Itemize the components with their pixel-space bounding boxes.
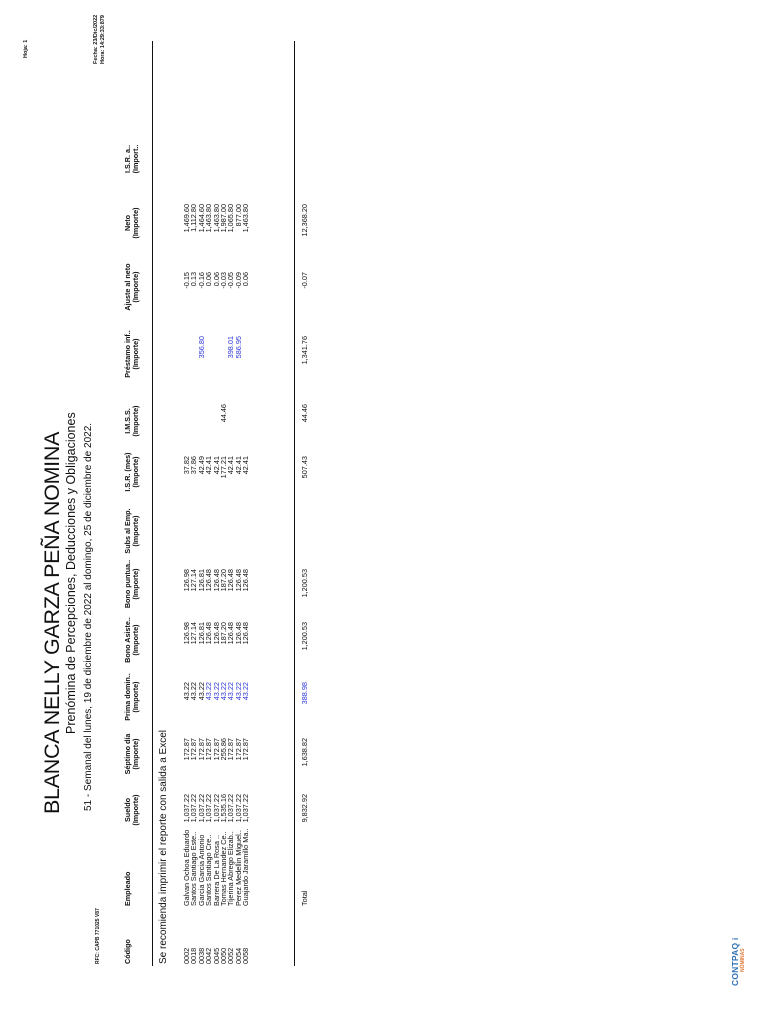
cell-asist: 187.20 (219, 622, 228, 645)
cell-septimo: 172.87 (204, 738, 214, 761)
cell-prima: 43.22 (189, 682, 199, 701)
cell-asist: 126.48 (211, 622, 221, 645)
cell-empleado: Guajardo Jaramillo Ma.. (241, 828, 251, 906)
cell-septimo: 172.87 (233, 738, 243, 761)
cell-codigo: 0054 (233, 947, 243, 964)
column-header-unit: (Importe) (131, 681, 140, 713)
cell-ajuste: 0.06 (241, 272, 251, 287)
cell-empleado: Tijerina Abrego Elizab.. (226, 831, 236, 906)
total-prestamo: 1,341.76 (300, 336, 309, 365)
cell-asist: 126.81 (196, 622, 206, 645)
cell-codigo: 0050 (219, 947, 228, 964)
cell-isr: 42.49 (196, 456, 206, 475)
cell-prima: 43.22 (204, 682, 214, 701)
cell-ajuste: -0.15 (182, 272, 191, 289)
cell-puntual: 126.48 (226, 569, 236, 592)
cell-empleado: Santos Santiago Este.. (189, 831, 199, 906)
cell-ajuste: 0.06 (211, 272, 221, 287)
cell-codigo: 0052 (226, 947, 236, 964)
cell-prima: 43.22 (182, 682, 191, 701)
cell-puntual: 187.20 (219, 569, 228, 592)
cell-sueldo: 1,037.22 (241, 794, 251, 823)
cell-ajuste: -0.05 (226, 272, 236, 289)
cell-puntual: 127.14 (189, 569, 199, 592)
header-rule (152, 41, 153, 966)
cell-septimo: 172.87 (226, 738, 236, 761)
report-time: Hora: 14:29:33:879 (99, 15, 106, 64)
cell-codigo: 0018 (189, 947, 199, 964)
column-header-label: Sueldo (123, 798, 132, 822)
cell-ajuste: 0.13 (189, 272, 199, 287)
cell-codigo: 0042 (204, 947, 214, 964)
cell-neto: 1,112.80 (189, 204, 199, 232)
column-header-label: Subs al Emp. (123, 508, 132, 554)
cell-sueldo: 1,037.22 (233, 794, 243, 823)
cell-prima: 43.22 (241, 682, 251, 701)
cell-puntual: 126.81 (196, 569, 206, 592)
column-header-label: I.M.S.S. (123, 408, 132, 434)
report-date: Fecha: 23/Dic/2022 (93, 14, 99, 64)
cell-prima: 43.22 (196, 682, 206, 701)
cell-sueldo: 1,037.22 (211, 794, 221, 823)
cell-empleado: Tomas Hernandez Ce.. (219, 831, 228, 906)
cell-isr: 177.21 (219, 456, 228, 479)
column-header-unit: (Importe) (131, 456, 140, 488)
cell-sueldo: 1,037.22 (182, 794, 191, 823)
cell-sueldo: 1,535.16 (219, 794, 228, 823)
column-header (124, 872, 132, 906)
column-header-unit: (Importe) (131, 405, 140, 437)
total-sueldo: 9,832.92 (300, 794, 309, 823)
cell-empleado: Barrera De La Rosa .. (211, 835, 221, 906)
total-septimo: 1,638.82 (300, 738, 309, 767)
column-header-label: I.S.R. a.. (123, 145, 132, 173)
cell-sueldo: 1,037.22 (204, 794, 214, 823)
cell-asist: 127.14 (189, 622, 199, 645)
cell-septimo: 172.87 (182, 738, 191, 761)
cell-septimo: 172.87 (196, 738, 206, 761)
column-header-label: Neto (123, 215, 132, 231)
column-header-unit: (Import.. (131, 144, 140, 174)
column-header-label: Código (123, 939, 132, 964)
cell-puntual: 126.98 (182, 569, 191, 592)
cell-ajuste: -0.16 (196, 272, 206, 289)
column-header-unit: (Importe) (131, 515, 140, 547)
cell-isr: 42.41 (241, 456, 251, 475)
column-header-unit: (Importe) (131, 624, 140, 656)
cell-empleado: Garcia Garcia Antonio (196, 834, 206, 906)
column-header-label: Bono Asiste.. (123, 617, 132, 663)
cell-imss: 44.46 (219, 404, 228, 423)
column-header-unit: (Importe) (131, 271, 140, 303)
cell-isr: 37.86 (189, 456, 199, 475)
cell-neto: 877.00 (233, 204, 243, 227)
page-number: Hoja: 1 (23, 39, 29, 58)
cell-neto: 1,065.80 (226, 204, 236, 233)
cell-prestamo: 398.01 (226, 336, 236, 359)
total-asist: 1,200.53 (300, 622, 309, 651)
total-imss: 44.46 (300, 404, 309, 423)
report-subtitle: Prenómina de Percepciones, Deducciones y Obligaciones (64, 412, 78, 734)
cell-neto: 1,469.60 (182, 204, 191, 233)
cell-codigo: 0045 (211, 947, 221, 964)
cell-prestamo: 586.95 (233, 336, 243, 359)
cell-codigo: 0002 (182, 947, 191, 964)
brand-sub: NÓMINAS (740, 948, 746, 972)
cell-isr: 37.82 (182, 456, 191, 475)
cell-ajuste: -0.09 (233, 272, 243, 289)
column-header-label: Prima domin.. (123, 673, 132, 721)
cell-empleado: Perez Medellin Miguel.. (233, 830, 243, 906)
column-header-unit: (Importe) (131, 568, 140, 600)
cell-asist: 126.48 (226, 622, 236, 645)
cell-prima: 43.22 (211, 682, 221, 701)
cell-ajuste: -0.03 (219, 272, 228, 289)
recommendation-text: Se recomienda imprimir el reporte con salida a Excel (158, 730, 169, 964)
column-header-unit: (Importe) (131, 207, 140, 239)
cell-prima: 43.22 (226, 682, 236, 701)
column-header-label: Préstamo inf.. (123, 330, 132, 378)
cell-asist: 126.48 (204, 622, 214, 645)
cell-asist: 126.48 (233, 622, 243, 645)
column-header-label: Bono puntua.. (123, 559, 132, 609)
column-header-label: Ajuste al neto (123, 263, 132, 311)
cell-puntual: 126.48 (211, 569, 221, 592)
column-header-unit: (Importe) (131, 794, 140, 826)
cell-septimo: 172.87 (241, 738, 251, 761)
cell-isr: 42.41 (233, 456, 243, 475)
cell-neto: 1,464.60 (196, 204, 206, 233)
total-isr: 507.43 (300, 456, 309, 479)
cell-codigo: 0038 (196, 947, 206, 964)
cell-ajuste: 0.06 (204, 272, 214, 287)
total-ajuste: -0.07 (300, 272, 309, 289)
cell-puntual: 126.48 (204, 569, 214, 592)
cell-septimo: 255.86 (219, 738, 228, 761)
total-label: Total (300, 890, 309, 906)
cell-codigo: 0058 (241, 947, 251, 964)
cell-puntual: 126.48 (233, 569, 243, 592)
column-header-unit: (Importe) (131, 738, 140, 770)
cell-septimo: 172.87 (189, 738, 199, 761)
total-neto: 12,368.20 (300, 204, 309, 237)
cell-sueldo: 1,037.22 (189, 794, 199, 823)
cell-prima: 43.22 (219, 682, 228, 701)
date-time (93, 15, 106, 64)
cell-prima: 43.22 (233, 682, 243, 701)
cell-neto: 1,463.80 (241, 204, 251, 233)
cell-isr: 42.41 (226, 456, 236, 475)
total-puntual: 1,200.53 (300, 569, 309, 598)
cell-asist: 126.48 (241, 622, 251, 645)
cell-isr: 42.41 (211, 456, 221, 475)
column-header-unit: (Importe) (131, 338, 140, 370)
rfc-text: RFC: CAPB 771025 V87 (95, 908, 101, 964)
column-header (124, 119, 140, 199)
cell-sueldo: 1,037.22 (196, 794, 206, 823)
cell-asist: 126.98 (182, 622, 191, 645)
column-header-label: Séptimo día (123, 733, 132, 775)
cell-isr: 42.41 (204, 456, 214, 475)
cell-empleado: Galvan Ochoa Eduardo (182, 829, 191, 906)
cell-prestamo: 356.80 (196, 336, 206, 359)
cell-neto: 1,987.00 (219, 204, 228, 233)
total-rule (294, 41, 295, 966)
cell-neto: 1,463.80 (211, 204, 221, 233)
cell-septimo: 172.87 (211, 738, 221, 761)
cell-neto: 1,463.80 (204, 204, 214, 233)
cell-empleado: Santos Santiago Cre.. (204, 834, 214, 906)
total-prima: 388.98 (300, 682, 309, 705)
column-header-label: I.S.R. (mes) (123, 452, 132, 492)
column-header (124, 939, 132, 964)
report-title: BLANCA NELLY GARZA PEÑA NOMINA (40, 431, 64, 814)
cell-sueldo: 1,037.22 (226, 794, 236, 823)
cell-puntual: 126.48 (241, 569, 251, 592)
report-period: 51 - Semanal del lunes, 19 de diciembre de 2022 al domingo, 25 de diciembre de 2022. (83, 422, 94, 811)
brand-logo: CONTPAQ i (730, 937, 740, 986)
column-header-label: Empleado (123, 871, 132, 906)
